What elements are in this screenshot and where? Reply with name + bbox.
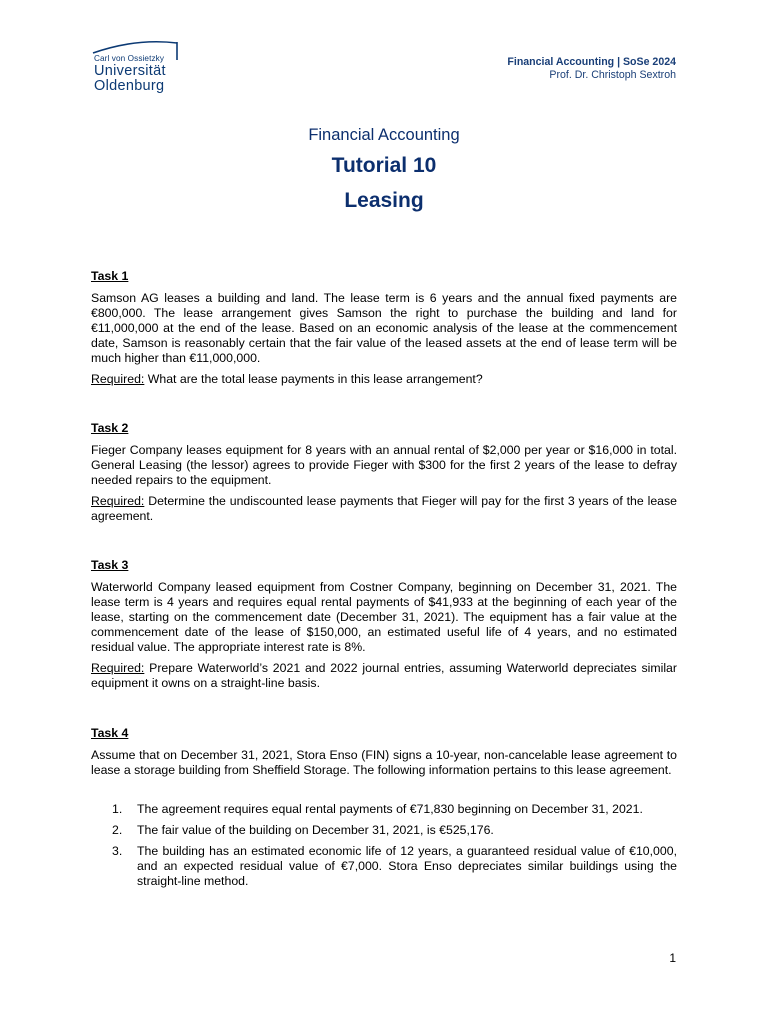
list-item-number: 2.: [112, 823, 123, 837]
list-item-text: The agreement requires equal rental payments of €71,830 beginning on December 31, 2021.: [137, 802, 643, 816]
task-1: [91, 269, 677, 387]
task-heading: Task 3: [91, 558, 129, 572]
task-required: [91, 372, 677, 387]
university-logo: [91, 40, 191, 95]
task-3: [91, 558, 677, 691]
required-label: Required:: [91, 661, 145, 675]
tutorial-title: Tutorial 10: [331, 154, 437, 177]
list-item-text: The building has an estimated economic life of 12 years, a guaranteed residual value of €10,000, and an expected residual value of €7,000. Stora Enso depreciates similar buildings using the straight-line method.: [137, 844, 677, 888]
task-heading: Task 1: [91, 269, 129, 283]
list-item: [91, 802, 677, 817]
list-item: [91, 844, 677, 889]
required-text: What are the total lease payments in this lease arrangement?: [144, 372, 483, 386]
course-title: Financial Accounting: [308, 126, 460, 144]
header-professor: Prof. Dr. Christoph Sextroh: [549, 69, 676, 81]
topic-title: Leasing: [344, 189, 424, 212]
logo-line-2: Universität: [94, 63, 166, 79]
page-number: 1: [669, 951, 676, 965]
task-required: [91, 661, 677, 691]
required-text: Prepare Waterworld’s 2021 and 2022 journal entries, assuming Waterworld depreciates similar equipment it owns on a straight-line basis.: [91, 661, 677, 690]
required-label: Required:: [91, 372, 145, 386]
task-heading: Task 2: [91, 421, 129, 435]
task-2: [91, 421, 677, 524]
list-item-text: The fair value of the building on December 31, 2021, is €525,176.: [137, 823, 494, 837]
task-4: [91, 726, 677, 778]
task-body: Samson AG leases a building and land. The lease term is 6 years and the annual fixed payments are €800,000. The lease arrangement gives Samson the right to purchase the building and land for €11,000,000 at the end of the lease. Based on an economic analysis of the lease at the commencement date, Samson is reasonably certain that the fair value of the leased assets at the end of lease term will be much higher than €11,000,000.: [91, 291, 677, 365]
task-heading: Task 4: [91, 726, 129, 740]
list-item-number: 3.: [112, 844, 123, 858]
task-required: [91, 494, 677, 524]
logo-line-1: Carl von Ossietzky: [94, 54, 165, 63]
required-text: Determine the undiscounted lease payments that Fieger will pay for the first 3 years of the lease agreement.: [91, 494, 677, 523]
list-item-number: 1.: [112, 802, 123, 816]
header-course: Financial Accounting | SoSe 2024: [507, 56, 676, 68]
logo-line-3: Oldenburg: [94, 78, 165, 94]
required-label: Required:: [91, 494, 145, 508]
list-item: [91, 823, 677, 838]
task-body: Fieger Company leases equipment for 8 years with an annual rental of $2,000 per year or $16,000 in total. General Leasing (the lessor) agrees to provide Fieger with $300 for the first 2 years of the lease to defray needed repairs to the equipment.: [91, 443, 677, 487]
task-body: Waterworld Company leased equipment from Costner Company, beginning on December 31, 2021. The lease term is 4 years and requires equal rental payments of $41,933 at the beginning of each year of the lease, starting on the commencement date (December 31, 2021). The equipment has a fair value at the commencement date of the lease of $150,000, an estimated useful life of 4 years, and no estimated residual value. The appropriate interest rate is 8%.: [91, 580, 677, 654]
task-body: Assume that on December 31, 2021, Stora Enso (FIN) signs a 10-year, non-cancelable lease agreement to lease a storage building from Sheffield Storage. The following information pertains to this lease agreement.: [91, 748, 677, 777]
page-header: [507, 56, 676, 82]
task-4-list: [91, 802, 677, 895]
